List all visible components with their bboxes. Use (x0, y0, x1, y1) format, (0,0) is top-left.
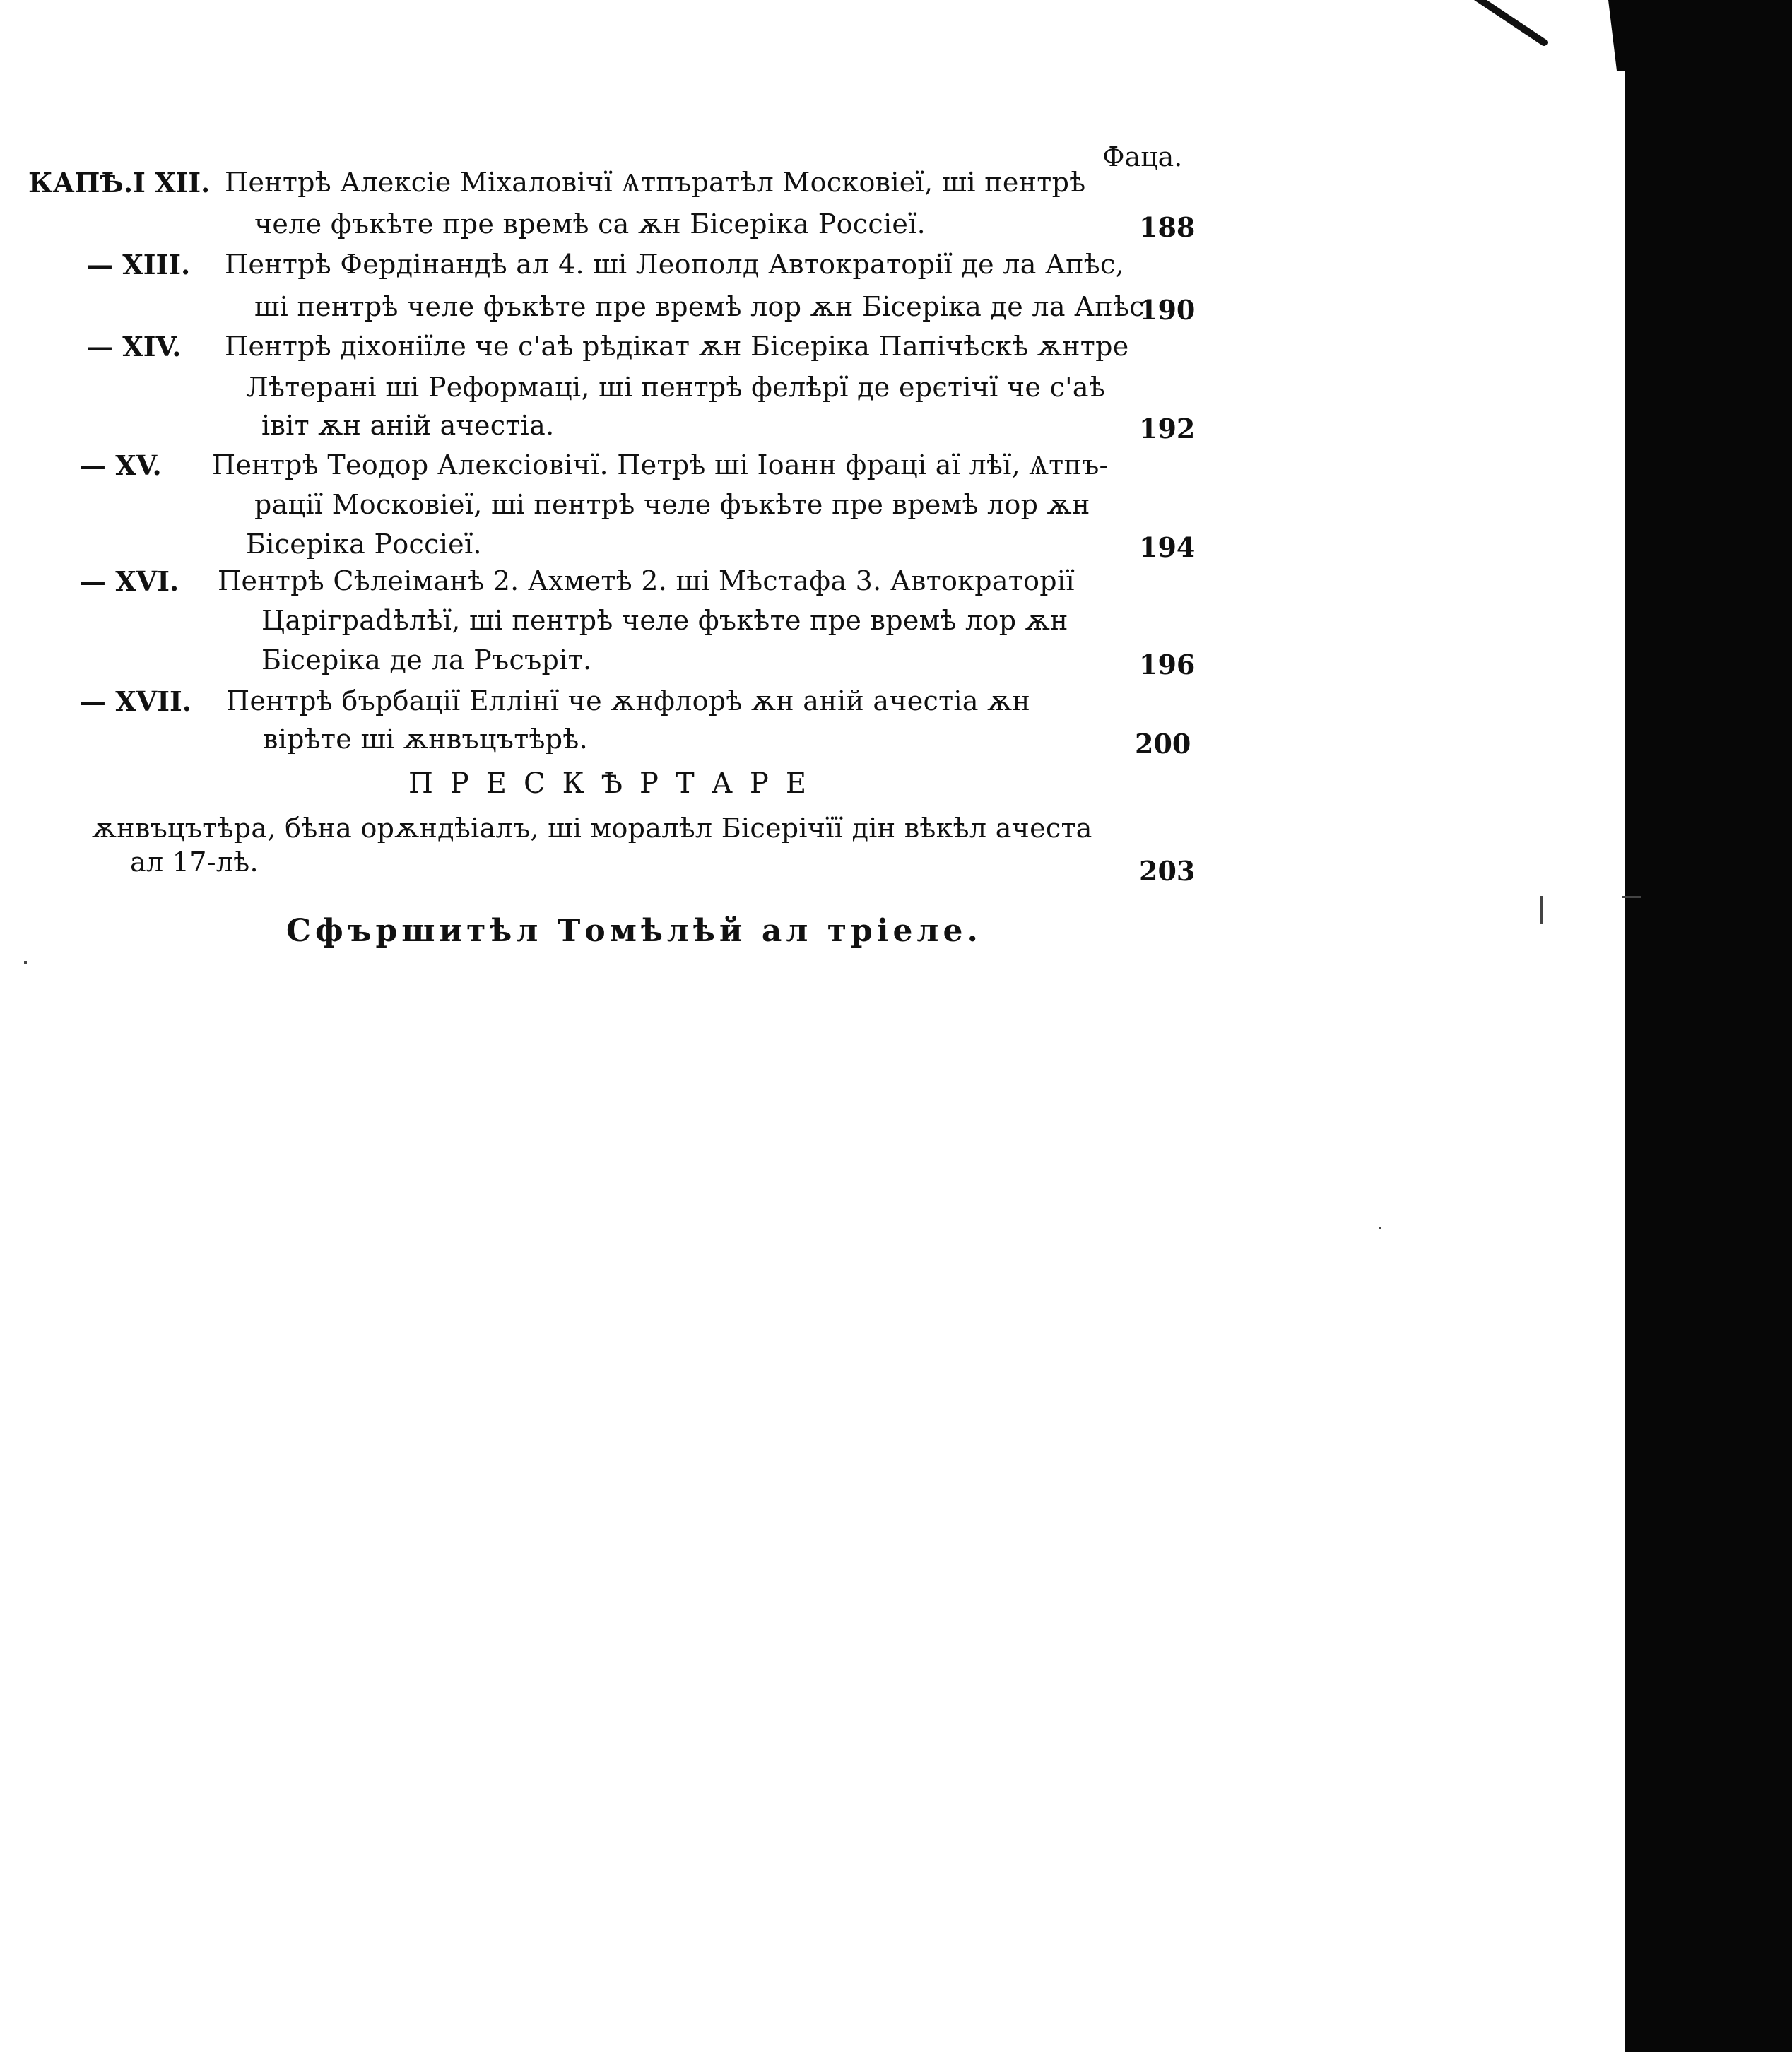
entry-line: Бісеріка Россіеї. (246, 529, 482, 560)
entry-line: Царігpadѣлѣї, ші пентрѣ челе фъкѣте пре времѣ лор ѫн (261, 605, 1068, 636)
entry-line: Пентрѣ Алексіе Міхаловічї Ѧтпъратѣл Московіеї, ші пентрѣ (225, 167, 1086, 198)
entry-label: — XV. (79, 449, 162, 481)
entry-line: Лѣтерані ші Реформаці, ші пентрѣ фелѣрї де ерєтічї че с'аѣ (246, 372, 1106, 403)
entry-line: Пентрѣ Сѣлеіманѣ 2. Ахметѣ 2. ші Мѣстафа 3. Автократорії (218, 565, 1075, 596)
entry-line: ал 17-лѣ. (130, 847, 259, 878)
page-column-label: Фаца. (1102, 141, 1183, 172)
summary-heading: ПРЕСКѢРТАРЕ (408, 767, 824, 800)
entry-label: — XIV. (86, 331, 182, 362)
entry-line: рації Московіеї, ші пентрѣ челе фъкѣте пре времѣ лор ѫн (254, 489, 1090, 520)
closing-line: Сфършитѣл Томѣлѣй ал тріеле. (286, 913, 982, 949)
entry-label: — XVI. (79, 565, 179, 597)
corner-stroke-mark (1470, 0, 1548, 49)
scan-speck (1540, 896, 1543, 924)
scan-dark-edge-notch (1583, 0, 1625, 71)
entry-line: Пентрѣ Фердінандѣ ал 4. ші Леополд Автократорії де ла Апѣс, (225, 249, 1124, 280)
entry-line: івіт ѫн аній ачестіа. (261, 410, 555, 441)
scan-speck (1379, 1227, 1381, 1229)
scan-speck (24, 961, 27, 964)
entry-page-number: 190 (1139, 294, 1196, 326)
scan-dark-edge (1625, 0, 1792, 2052)
entry-page-number: 192 (1139, 413, 1196, 444)
scan-speck (1622, 896, 1641, 898)
entry-line: ѫнвъцътѣра, бѣна орѫндѣіалъ, ші моралѣл Бісерічїї дін вѣкѣл ачеста (92, 813, 1092, 844)
entry-label: КАПѢ.І XII. (28, 167, 211, 199)
entry-page-number: 203 (1139, 855, 1196, 887)
entry-line: Бісеріка де ла Ръсъріт. (261, 644, 592, 676)
entry-label: — XIII. (86, 249, 191, 281)
table-of-contents (0, 0, 1201, 949)
entry-page-number: 196 (1139, 649, 1196, 680)
entry-line: ші пентрѣ челе фъкѣте пре времѣ лор ѫн Бісеріка де ла Апѣс. (254, 291, 1154, 322)
entry-line: вірѣте ші ѫнвъцътѣрѣ. (263, 724, 588, 755)
entry-line: Пентрѣ діхоніїле че с'аѣ рѣдікат ѫн Бісеріка Папічѣскѣ ѫнтре (225, 331, 1129, 362)
entry-line: Пентрѣ бърбації Еллінї че ѫнфлорѣ ѫн аній ачестіа ѫн (226, 685, 1031, 717)
entry-line: Пентрѣ Теодор Алексіовічї. Петрѣ ші Іоанн фраці аї лѣї, Ѧтпъ- (212, 449, 1109, 480)
entry-page-number: 200 (1135, 728, 1191, 760)
entry-label: — XVII. (79, 685, 191, 717)
entry-page-number: 188 (1139, 211, 1196, 243)
entry-page-number: 194 (1139, 531, 1196, 563)
entry-line: челе фъкѣте пре времѣ са ѫн Бісеріка Россіеї. (254, 208, 926, 240)
